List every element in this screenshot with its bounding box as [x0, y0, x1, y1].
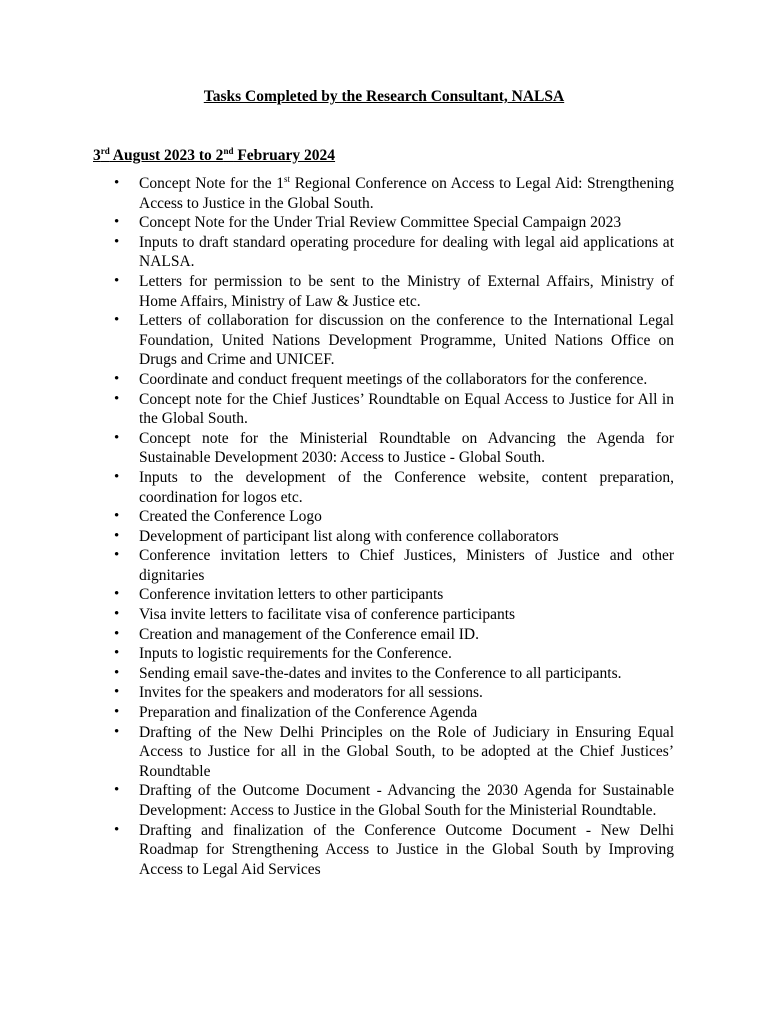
list-item: [114, 429, 674, 468]
document-title: Tasks Completed by the Research Consultant, NALSA: [203, 88, 565, 105]
period-end-rest: February 2024: [233, 147, 336, 164]
task-text: Coordinate and conduct frequent meetings of the collaborators for the conference.: [139, 370, 648, 388]
bullet-icon: •: [114, 214, 120, 231]
task-text: Inputs to the development of the Conference website, content preparation, coordination for logos etc.: [139, 468, 674, 506]
period-start-day: 3: [93, 147, 101, 164]
bullet-icon: •: [114, 508, 120, 525]
bullet-icon: •: [114, 586, 120, 603]
period-start-rest: August 2023 to 2: [109, 147, 224, 164]
period-heading: [93, 146, 335, 166]
list-item: [114, 390, 674, 429]
bullet-icon: •: [114, 547, 120, 564]
bullet-icon: •: [114, 645, 120, 662]
list-item: [114, 370, 674, 390]
list-item: [114, 585, 674, 605]
list-item: [114, 468, 674, 507]
task-text: Drafting of the Outcome Document - Advancing the 2030 Agenda for Sustainable Development: Access to Justice in the Global South for the Ministerial Roundtable.: [139, 782, 674, 819]
bullet-icon: •: [114, 821, 120, 838]
bullet-icon: •: [114, 233, 120, 250]
task-text: Creation and management of the Conference email ID.: [139, 625, 480, 643]
task-text: Conference invitation letters to Chief Justices, Ministers of Justice and other dignitaries: [139, 547, 674, 584]
list-item: [114, 664, 674, 684]
list-item: [114, 507, 674, 527]
task-text: Invites for the speakers and moderators for all sessions.: [139, 684, 483, 702]
task-text: Preparation and finalization of the Conference Agenda: [139, 704, 478, 722]
task-text: Drafting and finalization of the Conference Outcome Document - New Delhi Roadmap for Strengthening Access to Justice in the Global South by Improving Access to Legal Aid Services: [139, 821, 674, 878]
task-text: Created the Conference Logo: [139, 508, 322, 526]
list-item: [114, 605, 674, 625]
list-item: [114, 213, 674, 233]
list-item: [114, 311, 674, 370]
list-item: [114, 625, 674, 645]
bullet-icon: •: [114, 606, 120, 623]
task-text: Concept Note for the Under Trial Review Committee Special Campaign 2023: [139, 214, 622, 232]
bullet-icon: •: [114, 782, 120, 799]
bullet-icon: •: [114, 390, 120, 407]
bullet-icon: •: [114, 704, 120, 721]
bullet-icon: •: [114, 723, 120, 740]
task-text: Concept note for the Ministerial Roundtable on Advancing the Agenda for Sustainable Development 2030: Access to Justice - Global South.: [139, 429, 674, 467]
list-item: [114, 527, 674, 547]
task-text: Inputs to logistic requirements for the Conference.: [139, 645, 452, 663]
list-item: [114, 174, 674, 213]
bullet-icon: •: [114, 429, 120, 446]
task-text: Conference invitation letters to other participants: [139, 586, 444, 604]
list-item: [114, 233, 674, 272]
list-item: [114, 723, 674, 782]
bullet-icon: •: [114, 684, 120, 701]
bullet-icon: •: [114, 312, 120, 329]
task-text: Development of participant list along with conference collaborators: [139, 527, 559, 545]
task-list: [114, 174, 674, 879]
period-end-suffix: nd: [223, 146, 234, 156]
task-text: Drafting of the New Delhi Principles on the Role of Judiciary in Ensuring Equal Access to Justice for all in the Global South, to be adopted at the Chief Justices’ Roundtable: [139, 723, 674, 780]
period-start-suffix: rd: [100, 146, 110, 156]
task-text: Concept note for the Chief Justices’ Roundtable on Equal Access to Justice for All in the Global South.: [139, 390, 674, 428]
list-item: [114, 683, 674, 703]
task-text: Letters of collaboration for discussion on the conference to the International Legal Foundation, United Nations Development Programme, United Nations Office on Drugs and Crime and UNICEF.: [139, 312, 674, 369]
bullet-icon: •: [114, 175, 120, 191]
list-item: [114, 546, 674, 585]
bullet-icon: •: [114, 468, 120, 485]
list-item: [114, 781, 674, 820]
bullet-icon: •: [114, 625, 120, 642]
list-item: [114, 703, 674, 723]
task-text: Inputs to draft standard operating procedure for dealing with legal aid applications at NALSA.: [139, 233, 674, 271]
list-item: [114, 821, 674, 880]
task-text: Concept Note for the 1: [139, 175, 285, 192]
bullet-icon: •: [114, 272, 120, 289]
bullet-icon: •: [114, 664, 120, 681]
task-text: Letters for permission to be sent to the Ministry of External Affairs, Ministry of Home Affairs, Ministry of Law & Justice etc.: [139, 272, 674, 310]
bullet-icon: •: [114, 527, 120, 544]
list-item: [114, 272, 674, 311]
list-item: [114, 644, 674, 664]
task-text: Visa invite letters to facilitate visa of conference participants: [139, 606, 516, 624]
task-text-continued: Regional Conference on Access to Legal Aid: Strengthening Access to Justice in the Global South.: [139, 175, 674, 212]
bullet-icon: •: [114, 370, 120, 387]
task-text: Sending email save-the-dates and invites to the Conference to all participants.: [139, 664, 622, 682]
task-ordinal-suffix: st: [284, 174, 291, 184]
